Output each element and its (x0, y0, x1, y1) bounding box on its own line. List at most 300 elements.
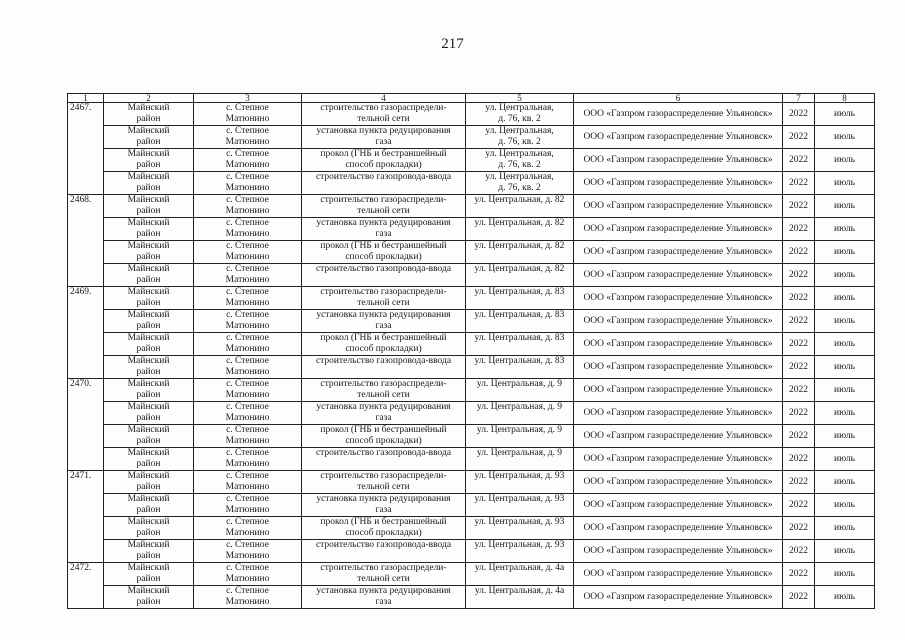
month-cell (815, 402, 875, 425)
year-cell-text: 2022 (789, 315, 808, 326)
work-type-cell (302, 379, 466, 402)
work-type-cell-text: строительство газораспредели- тельной сети (320, 379, 447, 400)
column-number: 6 (574, 94, 783, 103)
organization-cell (574, 126, 783, 149)
locality-cell-text: с. Степное Матюнино (225, 494, 270, 515)
district-cell-text: Майнский район (127, 563, 170, 584)
entry-number: 2469. (68, 287, 104, 379)
year-cell (783, 287, 815, 310)
year-cell (783, 264, 815, 287)
locality-cell-text: с. Степное Матюнино (225, 103, 270, 124)
month-cell-text: июль (833, 591, 856, 602)
year-cell-text: 2022 (789, 223, 808, 234)
address-cell (466, 103, 574, 126)
address-cell-text: ул. Центральная, д. 9 (476, 379, 563, 389)
address-cell (466, 241, 574, 264)
table-row (68, 494, 875, 517)
month-cell (815, 287, 875, 310)
address-cell-text: ул. Центральная, д. 83 (474, 310, 565, 320)
organization-cell (574, 172, 783, 195)
organization-cell (574, 195, 783, 218)
district-cell (104, 425, 194, 448)
month-cell-text: июль (833, 246, 856, 257)
organization-cell-text: ООО «Газпром газораспределение Ульяновск» (583, 499, 773, 510)
district-cell (104, 333, 194, 356)
district-cell (104, 402, 194, 425)
locality-cell (194, 517, 302, 540)
district-cell (104, 540, 194, 563)
locality-cell-text: с. Степное Матюнино (225, 287, 270, 308)
locality-cell-text: с. Степное Матюнино (225, 195, 270, 216)
locality-cell-text: с. Степное Матюнино (225, 264, 270, 285)
month-cell-text: июль (833, 522, 856, 533)
month-cell (815, 425, 875, 448)
locality-cell (194, 149, 302, 172)
work-type-cell (302, 310, 466, 333)
address-cell (466, 494, 574, 517)
year-cell-text: 2022 (789, 384, 808, 395)
year-cell (783, 172, 815, 195)
organization-cell (574, 287, 783, 310)
work-type-cell (302, 103, 466, 126)
locality-cell-text: с. Степное Матюнино (225, 425, 270, 446)
year-cell-text: 2022 (789, 246, 808, 257)
month-cell (815, 586, 875, 609)
address-cell-text: ул. Центральная, д. 9 (476, 425, 563, 435)
table-row (68, 563, 875, 586)
locality-cell (194, 103, 302, 126)
district-cell-text: Майнский район (127, 264, 170, 285)
work-type-cell-text: строительство газораспредели- тельной сети (320, 103, 447, 124)
locality-cell (194, 333, 302, 356)
month-cell-text: июль (833, 338, 856, 349)
district-cell (104, 517, 194, 540)
locality-cell (194, 356, 302, 379)
table-row (68, 310, 875, 333)
address-cell (466, 448, 574, 471)
table-row (68, 149, 875, 172)
month-cell-text: июль (833, 200, 856, 211)
district-cell-text: Майнский район (127, 287, 170, 308)
month-cell (815, 540, 875, 563)
work-type-cell (302, 172, 466, 195)
district-cell-text: Майнский район (127, 172, 170, 193)
work-type-cell (302, 540, 466, 563)
month-cell (815, 149, 875, 172)
work-type-cell-text: строительство газораспредели- тельной сети (320, 195, 447, 216)
work-type-cell (302, 218, 466, 241)
address-cell-text: ул. Центральная, д. 82 (474, 241, 565, 251)
district-cell-text: Майнский район (127, 540, 170, 561)
year-cell-text: 2022 (789, 177, 808, 188)
column-number-row (68, 94, 875, 103)
address-cell-text: ул. Центральная, д. 83 (474, 287, 565, 297)
organization-cell-text: ООО «Газпром газораспределение Ульяновск» (583, 453, 773, 464)
district-cell (104, 356, 194, 379)
work-type-cell (302, 425, 466, 448)
organization-cell (574, 241, 783, 264)
year-cell (783, 425, 815, 448)
locality-cell (194, 563, 302, 586)
year-cell (783, 241, 815, 264)
district-cell-text: Майнский район (127, 379, 170, 400)
year-cell (783, 356, 815, 379)
locality-cell (194, 241, 302, 264)
work-type-cell (302, 494, 466, 517)
month-cell-text: июль (833, 407, 856, 418)
year-cell-text: 2022 (789, 200, 808, 211)
month-cell-text: июль (833, 545, 856, 556)
address-cell-text: ул. Центральная, д. 82 (474, 195, 565, 205)
organization-cell-text: ООО «Газпром газораспределение Ульяновск» (583, 591, 773, 602)
registry-body (68, 94, 875, 609)
district-cell (104, 241, 194, 264)
work-type-cell-text: строительство газораспредели- тельной сети (320, 563, 447, 584)
year-cell (783, 218, 815, 241)
address-cell-text: ул. Центральная, д. 82 (474, 264, 565, 274)
address-cell-text: ул. Центральная, д. 93 (474, 517, 565, 527)
work-type-cell-text: установка пункта редуцирования газа (316, 218, 451, 239)
work-type-cell-text: установка пункта редуцирования газа (316, 494, 451, 515)
district-cell-text: Майнский район (127, 103, 170, 124)
month-cell-text: июль (833, 108, 856, 119)
district-cell-text: Майнский район (127, 517, 170, 538)
work-type-cell-text: строительство газораспредели- тельной сети (320, 287, 447, 308)
work-type-cell (302, 264, 466, 287)
month-cell-text: июль (833, 499, 856, 510)
address-cell (466, 218, 574, 241)
district-cell (104, 494, 194, 517)
organization-cell-text: ООО «Газпром газораспределение Ульяновск» (583, 568, 773, 579)
locality-cell (194, 310, 302, 333)
year-cell (783, 126, 815, 149)
address-cell (466, 563, 574, 586)
organization-cell-text: ООО «Газпром газораспределение Ульяновск» (583, 430, 773, 441)
month-cell-text: июль (833, 315, 856, 326)
locality-cell-text: с. Степное Матюнино (225, 241, 270, 262)
work-type-cell-text: строительство газопровода-ввода (315, 172, 452, 182)
work-type-cell (302, 241, 466, 264)
table-row (68, 586, 875, 609)
column-number: 5 (466, 94, 574, 103)
locality-cell (194, 540, 302, 563)
column-number: 4 (302, 94, 466, 103)
organization-cell-text: ООО «Газпром газораспределение Ульяновск» (583, 361, 773, 372)
table-row (68, 471, 875, 494)
table-row (68, 103, 875, 126)
work-type-cell-text: строительство газопровода-ввода (315, 448, 452, 458)
year-cell (783, 402, 815, 425)
month-cell (815, 195, 875, 218)
year-cell-text: 2022 (789, 154, 808, 165)
district-cell-text: Майнский район (127, 126, 170, 147)
organization-cell (574, 586, 783, 609)
entry-number: 2470. (68, 379, 104, 471)
month-cell (815, 471, 875, 494)
locality-cell (194, 425, 302, 448)
column-number: 2 (104, 94, 194, 103)
year-cell-text: 2022 (789, 430, 808, 441)
organization-cell (574, 563, 783, 586)
organization-cell-text: ООО «Газпром газораспределение Ульяновск» (583, 177, 773, 188)
work-type-cell-text: строительство газопровода-ввода (315, 540, 452, 550)
entry-number: 2471. (68, 471, 104, 563)
work-type-cell-text: прокол (ГНБ и бестраншейный способ прокладки) (320, 333, 447, 354)
locality-cell (194, 586, 302, 609)
locality-cell-text: с. Степное Матюнино (225, 310, 270, 331)
work-type-cell-text: установка пункта редуцирования газа (316, 310, 451, 331)
month-cell (815, 333, 875, 356)
organization-cell (574, 494, 783, 517)
locality-cell (194, 448, 302, 471)
work-type-cell (302, 333, 466, 356)
district-cell-text: Майнский район (127, 195, 170, 216)
year-cell (783, 149, 815, 172)
month-cell-text: июль (833, 361, 856, 372)
month-cell (815, 517, 875, 540)
month-cell-text: июль (833, 476, 856, 487)
organization-cell-text: ООО «Газпром газораспределение Ульяновск» (583, 246, 773, 257)
year-cell (783, 195, 815, 218)
table-row (68, 126, 875, 149)
month-cell (815, 218, 875, 241)
organization-cell (574, 149, 783, 172)
year-cell-text: 2022 (789, 568, 808, 579)
locality-cell (194, 172, 302, 195)
district-cell (104, 126, 194, 149)
address-cell-text: ул. Центральная, д. 83 (474, 333, 565, 343)
year-cell-text: 2022 (789, 545, 808, 556)
locality-cell-text: с. Степное Матюнино (225, 402, 270, 423)
month-cell (815, 356, 875, 379)
district-cell-text: Майнский район (127, 494, 170, 515)
year-cell (783, 563, 815, 586)
month-cell-text: июль (833, 154, 856, 165)
district-cell (104, 195, 194, 218)
table-row (68, 379, 875, 402)
address-cell (466, 356, 574, 379)
organization-cell-text: ООО «Газпром газораспределение Ульяновск» (583, 338, 773, 349)
work-type-cell (302, 402, 466, 425)
entry-number: 2472. (68, 563, 104, 609)
organization-cell (574, 218, 783, 241)
locality-cell-text: с. Степное Матюнино (225, 471, 270, 492)
district-cell (104, 448, 194, 471)
column-number: 1 (68, 94, 104, 103)
district-cell-text: Майнский район (127, 241, 170, 262)
organization-cell-text: ООО «Газпром газораспределение Ульяновск» (583, 154, 773, 165)
organization-cell (574, 264, 783, 287)
month-cell (815, 310, 875, 333)
address-cell-text: ул. Центральная, д. 76, кв. 2 (485, 149, 554, 170)
month-cell-text: июль (833, 131, 856, 142)
month-cell-text: июль (833, 384, 856, 395)
organization-cell-text: ООО «Газпром газораспределение Ульяновск» (583, 269, 773, 280)
work-type-cell (302, 471, 466, 494)
table-row (68, 172, 875, 195)
district-cell (104, 310, 194, 333)
address-cell-text: ул. Центральная, д. 76, кв. 2 (485, 103, 554, 124)
address-cell (466, 287, 574, 310)
locality-cell-text: с. Степное Матюнино (225, 333, 270, 354)
address-cell-text: ул. Центральная, д. 76, кв. 2 (485, 172, 554, 193)
year-cell (783, 517, 815, 540)
year-cell (783, 333, 815, 356)
work-type-cell (302, 287, 466, 310)
organization-cell-text: ООО «Газпром газораспределение Ульяновск» (583, 476, 773, 487)
district-cell (104, 287, 194, 310)
locality-cell (194, 264, 302, 287)
address-cell (466, 310, 574, 333)
table-row (68, 540, 875, 563)
organization-cell-text: ООО «Газпром газораспределение Ульяновск» (583, 545, 773, 556)
month-cell-text: июль (833, 453, 856, 464)
district-cell-text: Майнский район (127, 149, 170, 170)
organization-cell (574, 379, 783, 402)
address-cell-text: ул. Центральная, д. 82 (474, 218, 565, 228)
work-type-cell-text: строительство газопровода-ввода (315, 264, 452, 274)
year-cell-text: 2022 (789, 338, 808, 349)
locality-cell (194, 494, 302, 517)
organization-cell (574, 425, 783, 448)
address-cell-text: ул. Центральная, д. 93 (474, 540, 565, 550)
column-number: 8 (815, 94, 875, 103)
year-cell-text: 2022 (789, 361, 808, 372)
address-cell (466, 126, 574, 149)
work-type-cell-text: прокол (ГНБ и бестраншейный способ прокладки) (320, 149, 447, 170)
address-cell (466, 379, 574, 402)
month-cell-text: июль (833, 568, 856, 579)
district-cell-text: Майнский район (127, 218, 170, 239)
district-cell (104, 586, 194, 609)
address-cell (466, 517, 574, 540)
organization-cell (574, 540, 783, 563)
locality-cell-text: с. Степное Матюнино (225, 540, 270, 561)
district-cell (104, 103, 194, 126)
entry-number: 2468. (68, 195, 104, 287)
table-row (68, 287, 875, 310)
locality-cell (194, 126, 302, 149)
address-cell (466, 264, 574, 287)
organization-cell-text: ООО «Газпром газораспределение Ульяновск» (583, 407, 773, 418)
organization-cell-text: ООО «Газпром газораспределение Ульяновск» (583, 108, 773, 119)
year-cell-text: 2022 (789, 453, 808, 464)
table-row (68, 448, 875, 471)
work-type-cell-text: строительство газораспредели- тельной сети (320, 471, 447, 492)
address-cell (466, 195, 574, 218)
district-cell-text: Майнский район (127, 586, 170, 607)
organization-cell-text: ООО «Газпром газораспределение Ульяновск» (583, 131, 773, 142)
organization-cell-text: ООО «Газпром газораспределение Ульяновск» (583, 315, 773, 326)
year-cell (783, 540, 815, 563)
month-cell (815, 379, 875, 402)
organization-cell (574, 402, 783, 425)
work-type-cell (302, 563, 466, 586)
work-type-cell (302, 586, 466, 609)
address-cell (466, 149, 574, 172)
organization-cell (574, 333, 783, 356)
address-cell-text: ул. Центральная, д. 93 (474, 494, 565, 504)
year-cell-text: 2022 (789, 591, 808, 602)
district-cell-text: Майнский район (127, 402, 170, 423)
district-cell-text: Майнский район (127, 425, 170, 446)
work-type-cell (302, 448, 466, 471)
month-cell (815, 448, 875, 471)
table-row (68, 264, 875, 287)
organization-cell-text: ООО «Газпром газораспределение Ульяновск» (583, 384, 773, 395)
address-cell-text: ул. Центральная, д. 76, кв. 2 (485, 126, 554, 147)
page-number: 217 (441, 36, 464, 52)
district-cell-text: Майнский район (127, 356, 170, 377)
month-cell-text: июль (833, 269, 856, 280)
district-cell-text: Майнский район (127, 333, 170, 354)
locality-cell-text: с. Степное Матюнино (225, 517, 270, 538)
work-type-cell-text: установка пункта редуцирования газа (316, 586, 451, 607)
year-cell-text: 2022 (789, 476, 808, 487)
column-number: 7 (783, 94, 815, 103)
month-cell (815, 264, 875, 287)
year-cell-text: 2022 (789, 108, 808, 119)
table-row (68, 218, 875, 241)
year-cell (783, 448, 815, 471)
year-cell-text: 2022 (789, 292, 808, 303)
year-cell (783, 494, 815, 517)
district-cell (104, 264, 194, 287)
locality-cell (194, 195, 302, 218)
work-type-cell-text: прокол (ГНБ и бестраншейный способ прокладки) (320, 241, 447, 262)
district-cell (104, 149, 194, 172)
table-row (68, 425, 875, 448)
work-type-cell (302, 195, 466, 218)
month-cell (815, 563, 875, 586)
locality-cell (194, 287, 302, 310)
work-type-cell-text: установка пункта редуцирования газа (316, 402, 451, 423)
month-cell (815, 126, 875, 149)
address-cell-text: ул. Центральная, д. 9 (476, 402, 563, 412)
work-type-cell-text: установка пункта редуцирования газа (316, 126, 451, 147)
address-cell (466, 471, 574, 494)
district-cell-text: Майнский район (127, 471, 170, 492)
organization-cell (574, 471, 783, 494)
district-cell (104, 471, 194, 494)
locality-cell (194, 218, 302, 241)
table-row (68, 402, 875, 425)
district-cell-text: Майнский район (127, 448, 170, 469)
work-type-cell (302, 149, 466, 172)
address-cell (466, 425, 574, 448)
address-cell (466, 172, 574, 195)
district-cell (104, 563, 194, 586)
organization-cell (574, 356, 783, 379)
district-cell (104, 218, 194, 241)
address-cell (466, 586, 574, 609)
month-cell-text: июль (833, 223, 856, 234)
month-cell (815, 172, 875, 195)
entry-number: 2467. (68, 103, 104, 195)
month-cell (815, 494, 875, 517)
work-type-cell-text: прокол (ГНБ и бестраншейный способ прокладки) (320, 517, 447, 538)
organization-cell-text: ООО «Газпром газораспределение Ульяновск» (583, 292, 773, 303)
locality-cell (194, 379, 302, 402)
locality-cell-text: с. Степное Матюнино (225, 448, 270, 469)
district-cell-text: Майнский район (127, 310, 170, 331)
table-row (68, 241, 875, 264)
year-cell-text: 2022 (789, 407, 808, 418)
work-type-cell-text: строительство газопровода-ввода (315, 356, 452, 366)
work-type-cell-text: прокол (ГНБ и бестраншейный способ прокладки) (320, 425, 447, 446)
work-type-cell (302, 517, 466, 540)
locality-cell-text: с. Степное Матюнино (225, 172, 270, 193)
